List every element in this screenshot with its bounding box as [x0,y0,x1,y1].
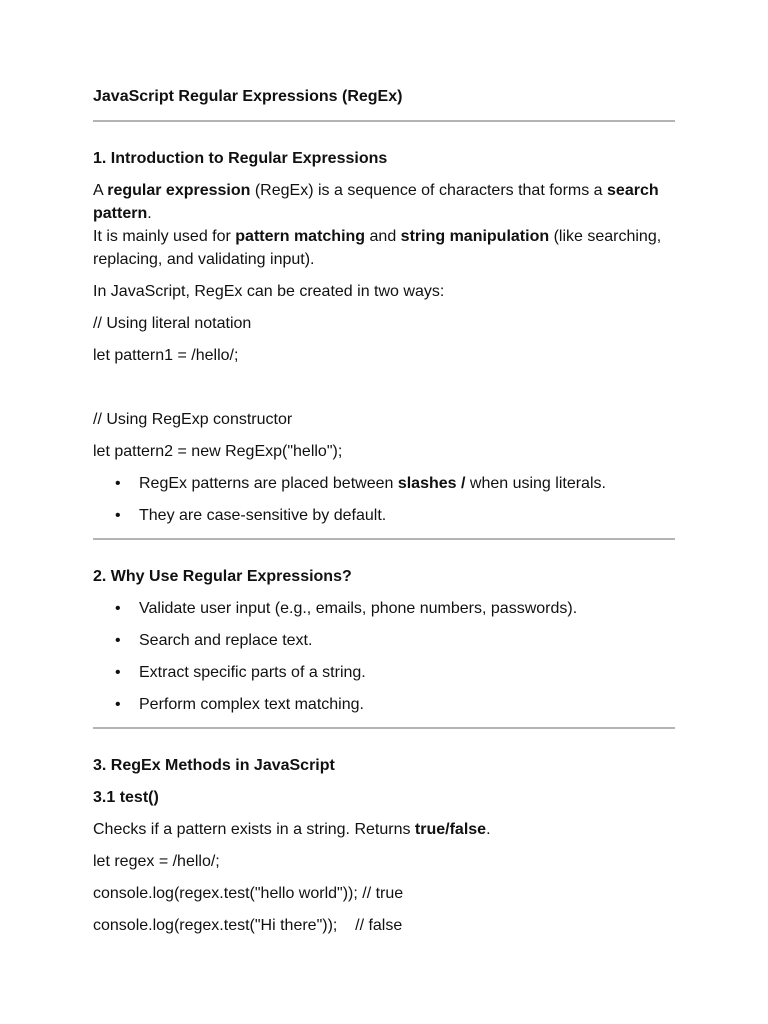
bullet-icon: • [115,600,121,617]
code-line: console.log(regex.test("Hi there")); // false [93,917,403,934]
section-3-subheading: 3.1 test() [93,789,159,806]
code-line: let pattern1 = /hello/; [93,347,239,364]
code-line: let pattern2 = new RegExp("hello"); [93,443,343,460]
document-body [93,86,675,937]
bold-term: regular expression [107,182,251,199]
bullet-icon: • [115,475,121,492]
section-3-paragraph-1 [93,818,675,841]
text-run: (like searching, replacing, and validating input). [93,228,662,268]
text-run: (RegEx) is a sequence of characters that forms a [250,182,608,199]
bold-term: pattern matching [235,228,366,245]
list-item [93,662,675,684]
text-run: They are case-sensitive by default. [139,507,387,524]
text-run: . [147,205,152,222]
bullet-icon: • [115,632,121,649]
text-run: . [486,821,491,838]
section-1-bullet-list [93,473,675,527]
list-item [93,694,675,716]
divider [93,120,675,122]
text-run: and [365,228,401,245]
section-1-paragraph-1 [93,179,675,225]
text-run: Search and replace text. [139,632,313,649]
bold-term: slashes / [397,475,466,492]
bullet-icon: • [115,696,121,713]
section-3-heading: 3. RegEx Methods in JavaScript [93,757,335,774]
bullet-icon: • [115,664,121,681]
section-1-paragraph-2 [93,225,675,271]
section-2-heading: 2. Why Use Regular Expressions? [93,568,352,585]
text-run: Perform complex text matching. [139,696,364,713]
text-run: Checks if a pattern exists in a string. Returns [93,821,415,838]
code-comment: // Using RegExp constructor [93,411,293,428]
text-run: Extract specific parts of a string. [139,664,366,681]
list-item [93,473,675,495]
list-item [93,598,675,620]
divider [93,538,675,540]
text-run: A [93,182,108,199]
list-item [93,505,675,527]
text-run: when using literals. [465,475,606,492]
code-line: console.log(regex.test("hello world")); // true [93,885,404,902]
document-title: JavaScript Regular Expressions (RegEx) [93,88,403,105]
section-1-heading: 1. Introduction to Regular Expressions [93,150,388,167]
section-1-paragraph-3: In JavaScript, RegEx can be created in two ways: [93,283,445,300]
bold-term: string manipulation [400,228,550,245]
text-run: Validate user input (e.g., emails, phone numbers, passwords). [139,600,578,617]
bold-term: true/false [414,821,487,838]
divider [93,727,675,729]
list-item [93,630,675,652]
bold-term: search pattern [93,182,659,222]
text-run: It is mainly used for [93,228,236,245]
bullet-icon: • [115,507,121,524]
section-2-bullet-list [93,598,675,716]
code-line: let regex = /hello/; [93,853,220,870]
text-run: RegEx patterns are placed between [139,475,398,492]
code-comment: // Using literal notation [93,315,252,332]
